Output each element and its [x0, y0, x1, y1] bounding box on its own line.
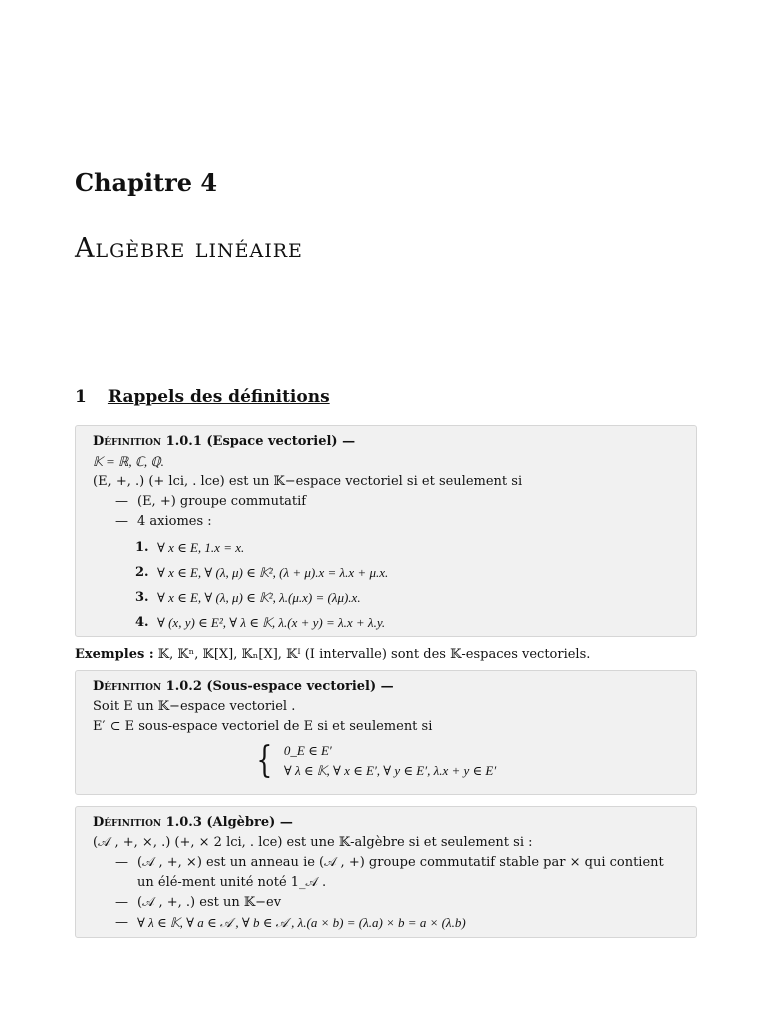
examples-label: Exemples : — [75, 647, 154, 662]
definition-title: 1.0.1 (Espace vectoriel) — — [161, 434, 356, 449]
chapter-title: Algèbre linéaire — [75, 233, 303, 264]
axiom-number: 4. — [135, 614, 149, 630]
definition-line: (𝒜 , +, ×, .) (+, × 2 lci, . lce) est une 𝕂-algèbre si et seulement si : — [93, 835, 533, 850]
definition-title: 1.0.3 (Algèbre) — — [161, 815, 293, 830]
definition-line: Soit E un 𝕂−espace vectoriel . — [93, 699, 296, 714]
dash-bullet: — — [115, 915, 128, 930]
dash-bullet: — — [115, 494, 128, 509]
definition-line: 𝕂 = ℝ, ℂ, ℚ. — [93, 454, 164, 469]
axiom-number: 1. — [135, 539, 149, 555]
axiom-formula: ∀ x ∈ E, 1.x = x. — [157, 539, 245, 555]
list-item — [93, 512, 680, 532]
axiom-item — [135, 610, 680, 635]
dash-bullet: — — [115, 895, 128, 910]
system-line: ∀ λ ∈ 𝕂, ∀ x ∈ E′, ∀ y ∈ E′, λ.x + y ∈ E′ — [283, 763, 497, 778]
system-line: 0_E ∈ E′ — [283, 743, 332, 758]
axiom-item — [135, 585, 680, 610]
examples-text: 𝕂, 𝕂ⁿ, 𝕂[X], 𝕂ₙ[X], 𝕂ᴵ (I intervalle) sont des 𝕂-espaces vectoriels. — [153, 647, 591, 662]
dash-bullet: — — [115, 514, 128, 529]
axiom-formula: ∀ x ∈ E, ∀ (λ, μ) ∈ 𝕂², (λ + μ).x = λ.x + μ.x. — [157, 564, 389, 580]
axiom-number: 3. — [135, 589, 149, 605]
list-item-text: (𝒜 , +, ×) est un anneau ie (𝒜 , +) groupe commutatif stable par × qui contient un élé-ment unité noté 1_𝒜 . — [137, 855, 664, 890]
definition-keyword: Définition — [93, 815, 162, 830]
definition-line: E′ ⊂ E sous-espace vectoriel de E si et seulement si — [93, 719, 433, 734]
left-brace: { — [256, 740, 273, 781]
definition-box-sous-espace — [75, 670, 697, 795]
list-item-text: ∀ λ ∈ 𝕂, ∀ a ∈ 𝒜 , ∀ b ∈ 𝒜 , λ.(a × b) = (λ.a) × b = a × (λ.b) — [137, 915, 466, 930]
list-item — [93, 893, 680, 913]
axiom-item — [135, 560, 680, 585]
list-item-text: 4 axiomes : — [137, 514, 212, 529]
chapter-label: Chapitre 4 — [75, 168, 218, 197]
definition-keyword: Définition — [93, 434, 162, 449]
section-heading — [75, 387, 330, 407]
examples-line — [75, 647, 590, 662]
definition-heading — [93, 677, 680, 697]
list-item — [93, 913, 680, 933]
list-item-text: (E, +) groupe commutatif — [137, 494, 307, 509]
axiom-formula: ∀ (x, y) ∈ E², ∀ λ ∈ 𝕂, λ.(x + y) = λ.x + λ.y. — [157, 614, 386, 630]
definition-keyword: Définition — [93, 679, 162, 694]
list-item — [93, 853, 680, 893]
definition-box-algebre — [75, 806, 697, 938]
definition-box-espace-vectoriel — [75, 425, 697, 637]
axiom-formula: ∀ x ∈ E, ∀ (λ, μ) ∈ 𝕂², λ.(μ.x) = (λμ).x. — [157, 589, 361, 605]
dash-bullet: — — [115, 855, 128, 870]
definition-heading — [93, 813, 680, 833]
definition-line: (E, +, .) (+ lci, . lce) est un 𝕂−espace vectoriel si et seulement si — [93, 474, 523, 489]
axiom-item — [135, 535, 680, 560]
axiom-number: 2. — [135, 564, 149, 580]
list-item-text: (𝒜 , +, .) est un 𝕂−ev — [137, 895, 282, 910]
list-item — [93, 492, 680, 512]
definition-heading — [93, 432, 680, 452]
equation-system — [253, 741, 680, 781]
section-title: Rappels des définitions — [107, 387, 330, 407]
section-number: 1 — [75, 387, 87, 407]
definition-title: 1.0.2 (Sous-espace vectoriel) — — [161, 679, 394, 694]
